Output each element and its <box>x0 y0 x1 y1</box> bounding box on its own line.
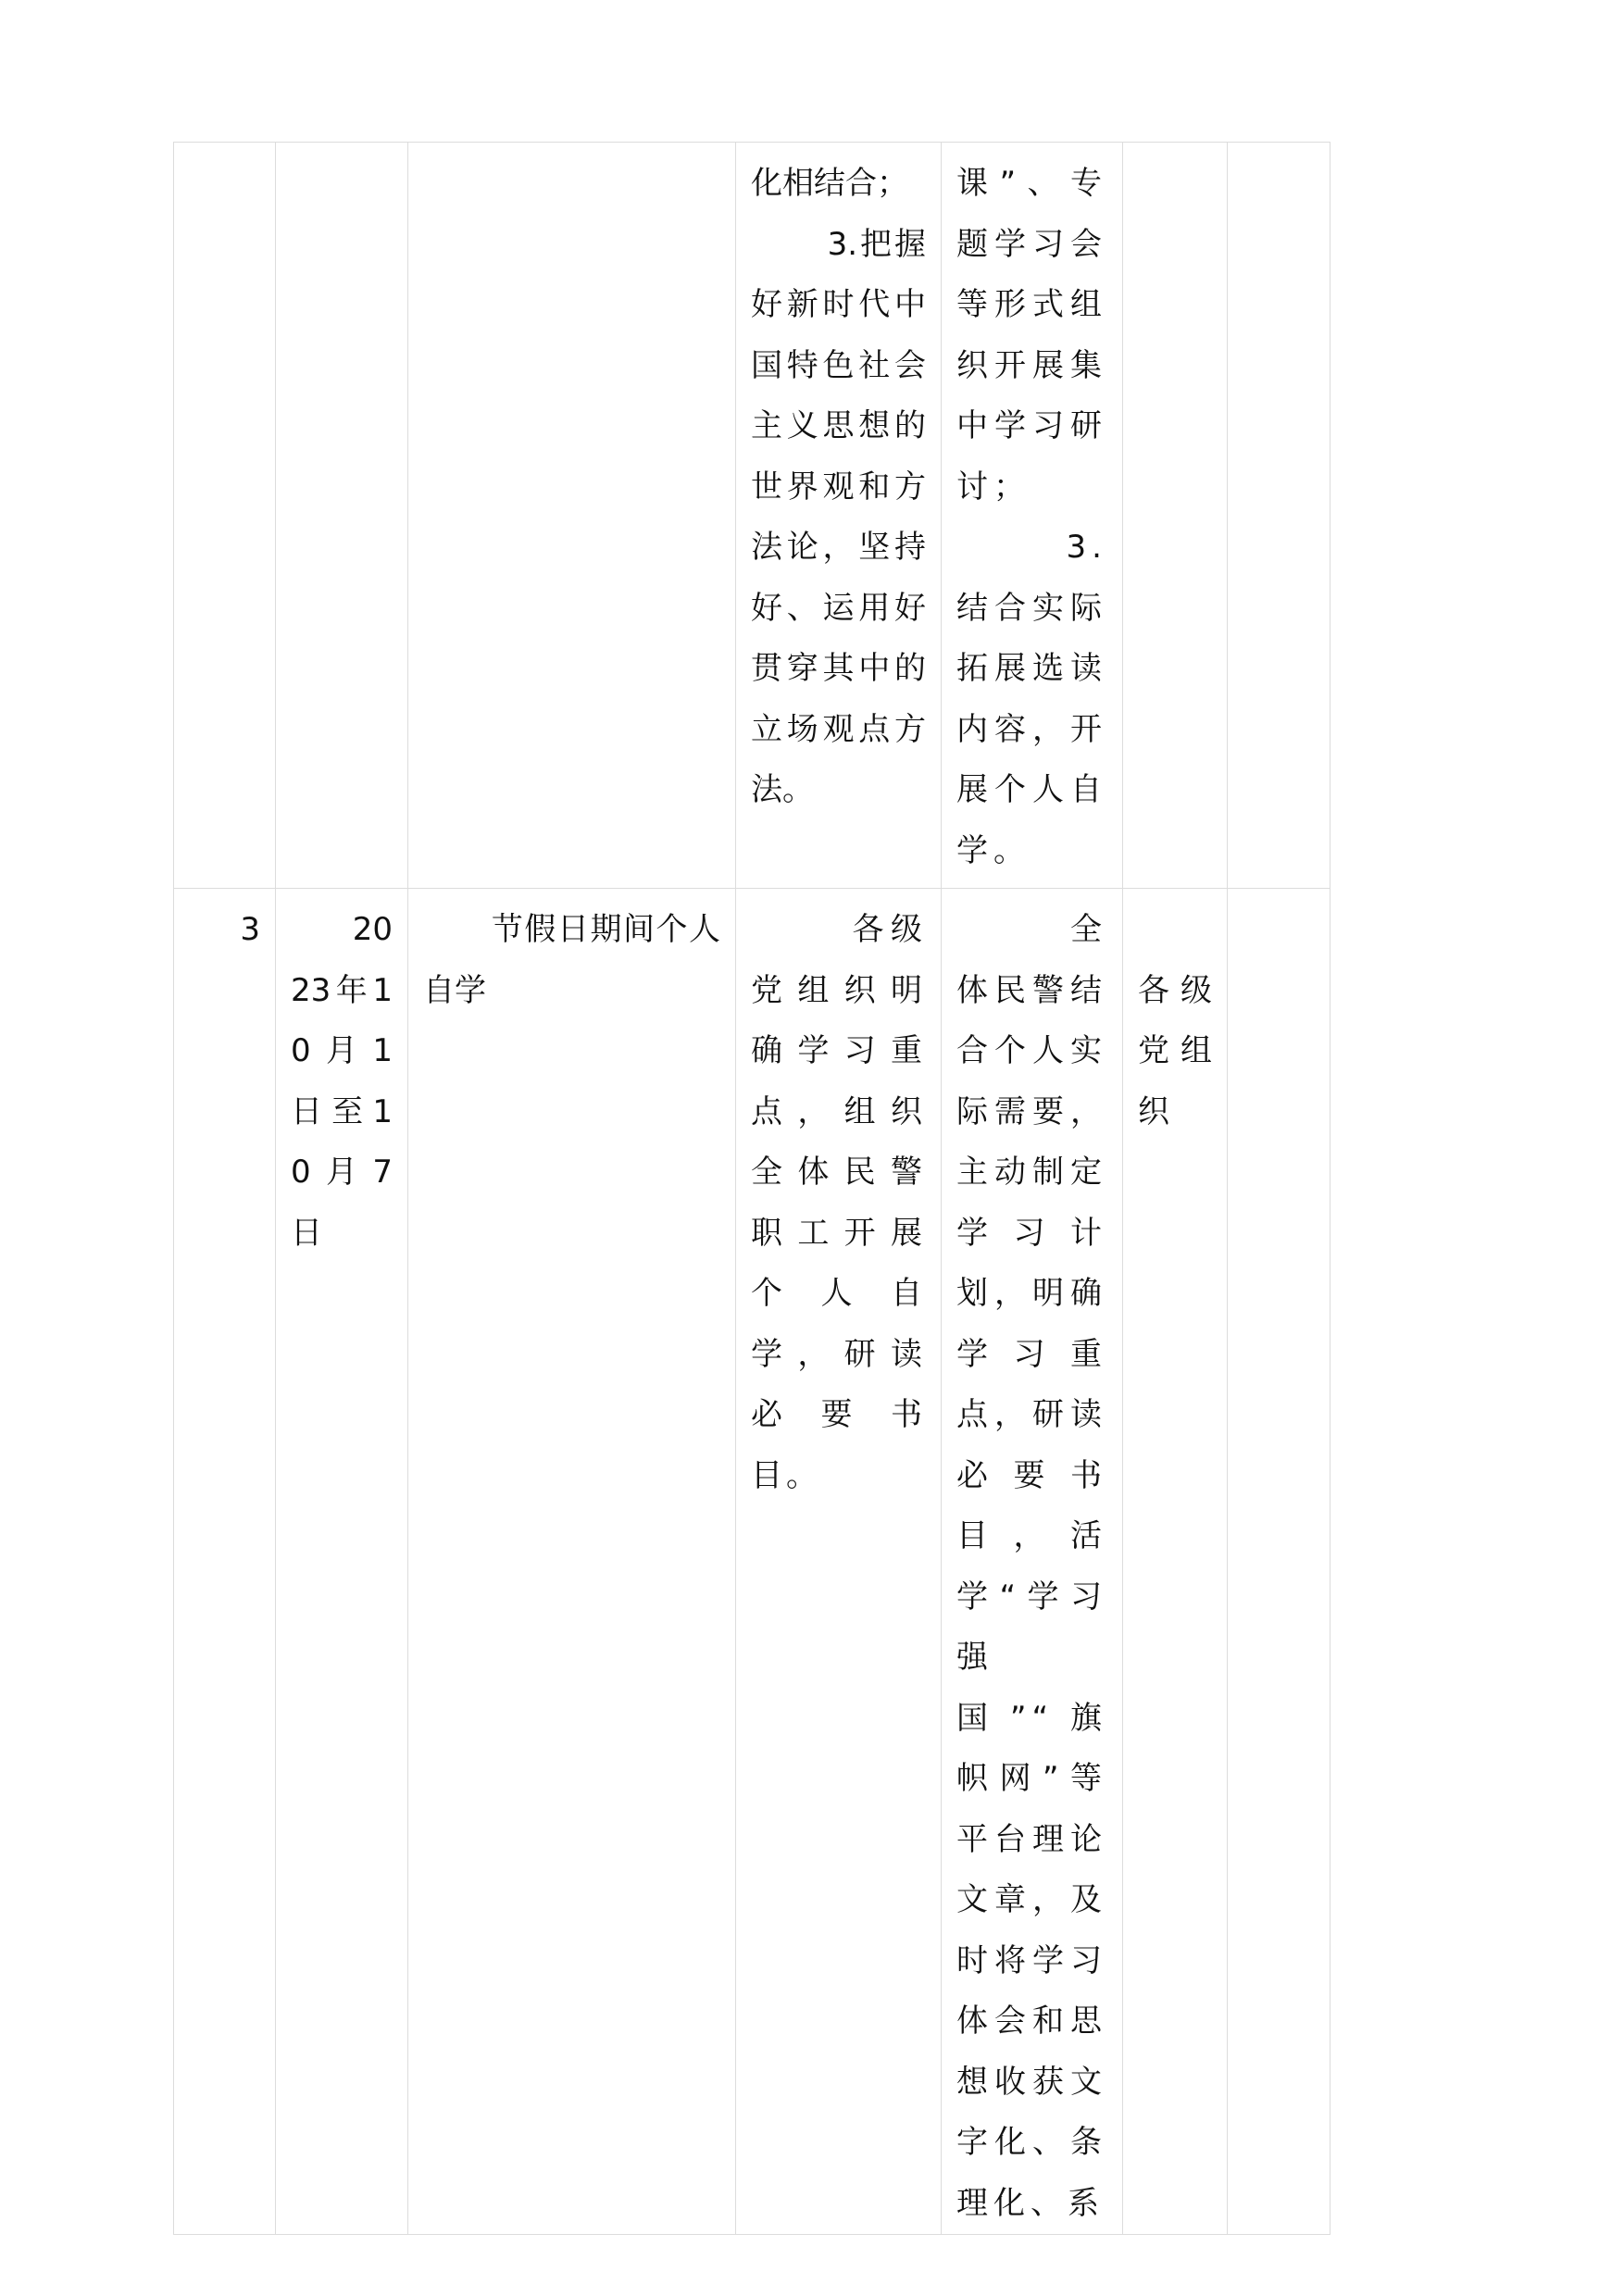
form-cell <box>942 889 1123 2235</box>
note-cell <box>1228 889 1330 2235</box>
index-cell <box>174 889 276 2235</box>
organizer-cell <box>1123 143 1228 889</box>
organizer-text: 各级党组织 <box>1138 911 1212 1130</box>
topic-text: 节假日期间个人自学 <box>423 911 720 1009</box>
requirement-text: 化相结合； 3.把握好新时代中国特色社会主义思想的世界观和方法论，坚持好、运用好贯穿其中的立场观点方法。 <box>751 165 926 808</box>
date-cell <box>276 889 408 2235</box>
requirement-cell <box>736 143 942 889</box>
note-cell <box>1228 143 1330 889</box>
schedule-table <box>173 142 1330 2235</box>
table-row <box>174 143 1330 889</box>
form-text: 全体民警结合个人实际需要，主动制定学习计划，明确学习重点，研读必要书目，活学“学习强国”“旗帜网”等平台理论文章，及时将学习体会和思想收获文字化、条理化、系 <box>956 911 1107 2222</box>
organizer-cell <box>1123 889 1228 2235</box>
date-text: 2023年10月1日至10月7日 <box>291 911 393 1252</box>
table-row <box>174 889 1330 2235</box>
topic-cell <box>408 143 736 889</box>
index-text: 3 <box>240 911 260 948</box>
form-text: 课”、专题学习会等形式组织开展集中学习研讨； 3.结合实际拓展选读内容，开展个人自学。 <box>956 165 1107 869</box>
requirement-text: 各级党组织明确学习重点，组织全体民警职工开展个人自学，研读必要书目。 <box>751 911 926 1494</box>
topic-cell <box>408 889 736 2235</box>
index-cell <box>174 143 276 889</box>
date-cell <box>276 143 408 889</box>
requirement-cell <box>736 889 942 2235</box>
form-cell <box>942 143 1123 889</box>
